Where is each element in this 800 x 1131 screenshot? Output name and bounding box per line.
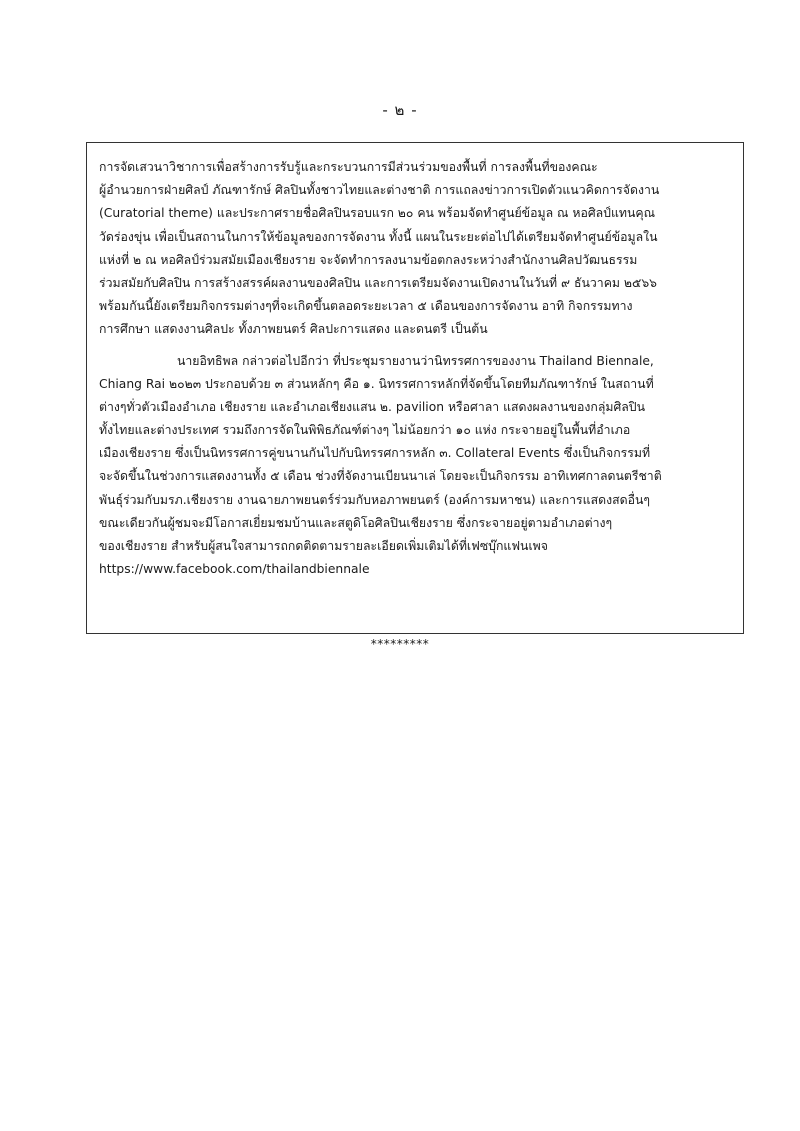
- text-line: วัดร่องขุ่น เพื่อเป็นสถานในการให้ข้อมูลของการจัดงาน ทั้งนี้ แผนในระยะต่อไปได้เตรียมจัดทำศูนย์ข้อมูลใน: [99, 229, 658, 244]
- text-line: จะจัดขึ้นในช่วงการแสดงงานทั้ง ๕ เดือน ช่วงที่จัดงานเบียนนาเล่ โดยจะเป็นกิจกรรม อาทิเทศกาลดนตรีชาติ: [99, 469, 662, 484]
- text-line: การศึกษา แสดงงานศิลปะ ทั้งภาพยนตร์ ศิลปะการแสดง และดนตรี เป็นต้น: [99, 322, 488, 337]
- news-content-box: [86, 142, 744, 634]
- text-line: (Curatorial theme) และประกาศรายชื่อศิลปินรอบแรก ๒๐ คน พร้อมจัดทำศูนย์ข้อมูล ณ หอศิลป์แทนคุณ: [99, 206, 656, 221]
- text-line: พันธุ์ร่วมกับมรภ.เชียงราย งานฉายภาพยนตร์ร่วมกับหอภาพยนตร์ (องค์การมหาชน) และการแสดงสดอื่นๆ: [99, 492, 650, 507]
- facebook-link[interactable]: https://www.facebook.com/thailandbiennale: [99, 562, 370, 577]
- text-line: พร้อมกันนี้ยังเตรียมกิจกรรมต่างๆที่จะเกิดขึ้นตลอดระยะเวลา ๕ เดือนของการจัดงาน อาทิ กิจกรรมทาง: [99, 299, 633, 314]
- end-of-document-marks: *********: [370, 637, 430, 651]
- text-line-indented: นายอิทธิพล กล่าวต่อไปอีกว่า ที่ประชุมรายงานว่านิทรรศการของงาน Thailand Biennale,: [177, 353, 654, 368]
- text-line: ทั้งไทยและต่างประเทศ รวมถึงการจัดในพิพิธภัณฑ์ต่างๆ ไม่น้อยกว่า ๑๐ แห่ง กระจายอยู่ในพื้นที่อำเภอ: [99, 423, 631, 438]
- text-line: การจัดเสวนาวิชาการเพื่อสร้างการรับรู้และกระบวนการมีส่วนร่วมของพื้นที่ การลงพื้นที่ของคณะ: [99, 160, 598, 174]
- page-number: - ๒ -: [382, 101, 418, 119]
- text-line: แห่งที่ ๒ ณ หอศิลป์ร่วมสมัยเมืองเชียงราย จะจัดทำการลงนามข้อตกลงระหว่างสำนักงานศิลปวัฒนธรรม: [99, 252, 638, 267]
- text-line: ของเชียงราย สำหรับผู้สนใจสามารถกดติดตามรายละเอียดเพิ่มเติมได้ที่เฟซบุ๊กแฟนเพจ: [99, 539, 548, 553]
- paragraph-gap: [99, 342, 731, 350]
- text-line: ผู้อำนวยการฝ่ายศิลป์ ภัณฑารักษ์ ศิลปินทั้งชาวไทยและต่างชาติ การแถลงข่าวการเปิดตัวแนวคิดการจัดงาน: [99, 183, 660, 198]
- text-line: ขณะเดียวกันผู้ชมจะมีโอกาสเยี่ยมชมบ้านและสตูดิโอศิลปินเชียงราย ซึ่งกระจายอยู่ตามอำเภอต่างๆ: [99, 515, 613, 530]
- paragraph-exhibition-parts: [99, 350, 731, 582]
- text-line: เมืองเชียงราย ซึ่งเป็นนิทรรศการคู่ขนานกันไปกับนิทรรศการหลัก ๓. Collateral Events ซึ่งเป็นกิจกรรมที่: [99, 446, 651, 461]
- text-line: ต่างๆทั่วตัวเมืองอำเภอ เชียงราย และอำเภอเชียงแสน ๒. pavilion หรือศาลา แสดงผลงานของกลุ่มศิลปิน: [99, 399, 646, 414]
- text-line: Chiang Rai ๒๐๒๓ ประกอบด้วย ๓ ส่วนหลักๆ คือ ๑. นิทรรศการหลักที่จัดขึ้นโดยทีมภัณฑารักษ์ ในสถานที่: [99, 376, 654, 391]
- text-line: ร่วมสมัยกับศิลปิน การสร้างสรรค์ผลงานของศิลปิน และการเตรียมจัดงานเปิดงานในวันที่ ๙ ธันวาคม ๒๕๖๖: [99, 275, 657, 290]
- paragraph-activities: [99, 156, 731, 342]
